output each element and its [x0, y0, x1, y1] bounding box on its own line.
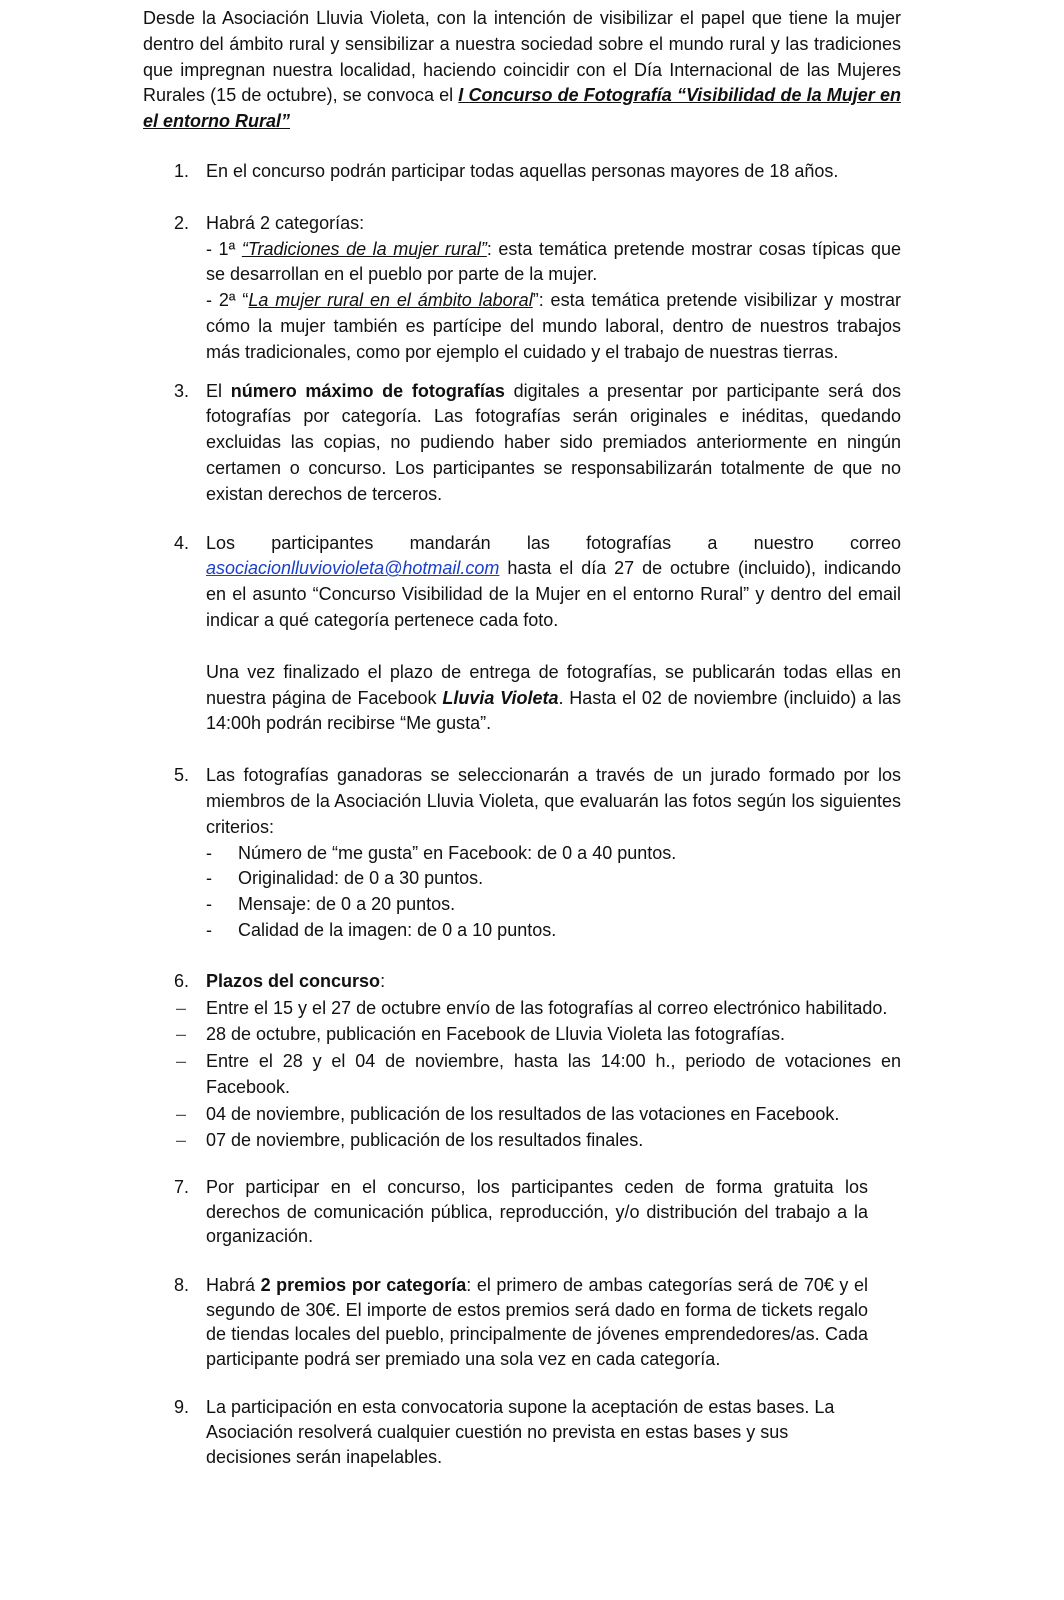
- rule-number: 2.: [174, 212, 190, 233]
- rule-number: 3.: [174, 380, 190, 401]
- rule-text: [206, 531, 901, 634]
- deadline-text: 07 de noviembre, publicación de los resultados finales.: [206, 1130, 644, 1151]
- category-2-text: ”: esta temática pretende visibilizar y mostrar cómo la mujer también es partícipe del mundo laboral, dentro de nuestros trabajos más tradicionales, como por ejemplo el cuidado y el trabajo de nuestras tierras.: [206, 290, 901, 362]
- deadline-item: [143, 1102, 901, 1128]
- rule-3: [143, 379, 901, 508]
- deadline-text: Entre el 15 y el 27 de octubre envío de las fotografías al correo electrónico habilitado.: [206, 997, 888, 1018]
- email-link[interactable]: asociacionlluviovioleta@hotmail.com: [206, 558, 500, 579]
- dash-bullet: –: [176, 997, 187, 1018]
- rule-text-pre: Los participantes mandarán las fotografías a nuestro correo: [206, 532, 901, 553]
- dash-bullet: -: [206, 868, 212, 889]
- rule-number: 7.: [174, 1177, 190, 1198]
- rules-list: [143, 159, 901, 1469]
- rule-text-rest: digitales a presentar por participante será dos fotografías por categoría. Las fotografías serán originales e inéditas, quedando excluidas las copias, no pudiendo haber sido premiados anteriormente en ningún certamen o concurso. Los participantes se responsabilizarán totalmente de que no existan derechos de terceros.: [206, 380, 901, 504]
- prizes-emphasis: 2 premios por categoría: [260, 1275, 467, 1296]
- rule-1: [143, 159, 901, 185]
- rule-number: 6.: [174, 970, 190, 991]
- rule-6: [143, 969, 901, 1155]
- rule-text-rest: hasta el día 27 de octubre (incluido), indicando en el asunto “Concurso Visibilidad de la Mujer en el entorno Rural” y dentro del email indicar a qué categoría pertenece cada foto.: [206, 558, 901, 630]
- rule-text: En el concurso podrán participar todas aquellas personas mayores de 18 años.: [206, 160, 839, 181]
- rule-4-paragraph-2: [206, 660, 901, 737]
- deadlines-heading-text: Plazos del concurso: [206, 970, 381, 991]
- category-2-title: La mujer rural en el ámbito laboral: [248, 290, 533, 311]
- criterion-text: Originalidad: de 0 a 30 puntos.: [238, 868, 484, 889]
- rule-text: Por participar en el concurso, los participantes ceden de forma gratuita los derechos de comunicación pública, reproducción, y/o distribución del trabajo a la organización.: [206, 1177, 868, 1247]
- criterion-text: Número de “me gusta” en Facebook: de 0 a 40 puntos.: [238, 842, 677, 863]
- category-1-text: : esta temática pretende mostrar cosas típicas que se desarrollan en el pueblo por parte de la mujer.: [206, 238, 901, 285]
- deadline-item: [143, 1128, 901, 1154]
- dash-bullet: -: [206, 842, 212, 863]
- deadlines-heading: [206, 969, 901, 995]
- intro-text: Desde la Asociación Lluvia Violeta, con la intención de visibilizar el papel que tiene la mujer dentro del ámbito rural y sensibilizar a nuestra sociedad sobre el mundo rural y las tradiciones que impregnan nuestra localidad, haciendo coincidir con el Día Internacional de las Mujeres Rurales (15 de octubre), se convoca el: [143, 8, 901, 106]
- criterion-text: Mensaje: de 0 a 20 puntos.: [238, 894, 456, 915]
- criterion-item: [206, 892, 901, 918]
- contest-title: I Concurso de Fotografía “Visibilidad de la Mujer en el entorno Rural”: [143, 85, 901, 132]
- rule-text: Las fotografías ganadoras se seleccionarán a través de un jurado formado por los miembros de la Asociación Lluvia Violeta, que evaluarán las fotos según los siguientes criterios:: [206, 765, 901, 837]
- document-page: [143, 6, 901, 1469]
- criterion-text: Calidad de la imagen: de 0 a 10 puntos.: [238, 919, 557, 940]
- rule-text-pre: Habrá: [206, 1275, 261, 1296]
- deadline-item: [143, 996, 901, 1022]
- intro-paragraph: [143, 6, 901, 135]
- rule-text-pre: El: [206, 380, 231, 401]
- rule-text: La participación en esta convocatoria supone la aceptación de estas bases. La Asociación resolverá cualquier cuestión no prevista en estas bases y sus decisiones serán inapelables.: [206, 1397, 835, 1467]
- rule-5: [143, 763, 901, 944]
- paragraph-2-rest: . Hasta el 02 de noviembre (incluido) a las 14:00h podrán recibirse “Me gusta”.: [206, 687, 901, 734]
- rule-text: [206, 379, 901, 508]
- rule-number: 9.: [174, 1397, 190, 1418]
- facebook-page-name: Lluvia Violeta: [442, 687, 559, 708]
- paragraph-2-pre: Una vez finalizado el plazo de entrega de fotografías, se publicarán todas ellas en nuestra página de Facebook: [206, 661, 901, 708]
- rule-number: 8.: [174, 1275, 190, 1296]
- criterion-item: [206, 918, 901, 944]
- category-1: [206, 237, 901, 289]
- rule-9: [143, 1395, 901, 1469]
- criterion-item: [206, 866, 901, 892]
- rule-number: 1.: [174, 160, 190, 181]
- rule-7: [143, 1175, 901, 1249]
- deadline-item: [143, 1022, 901, 1048]
- category-1-title: “Tradiciones de la mujer rural”: [241, 238, 487, 259]
- deadline-text: 28 de octubre, publicación en Facebook de Lluvia Violeta las fotografías.: [206, 1024, 786, 1045]
- rule-text-rest: : el primero de ambas categorías será de 70€ y el segundo de 30€. El importe de estos premios será dado en forma de tickets regalo de tiendas locales del pueblo, principalmente de jóvenes emprendedores/as. Cada participante podrá ser premiado una sola vez en cada categoría.: [206, 1275, 868, 1369]
- rule-text: [206, 1273, 868, 1371]
- dash-bullet: –: [176, 1024, 187, 1045]
- category-2-prefix: - 2ª “: [206, 290, 249, 311]
- deadline-item: [143, 1049, 901, 1101]
- dash-bullet: -: [206, 919, 212, 940]
- deadline-text: 04 de noviembre, publicación de los resultados de las votaciones en Facebook.: [206, 1103, 840, 1124]
- max-photos-emphasis: número máximo de fotografías: [230, 380, 505, 401]
- dash-bullet: –: [176, 1130, 187, 1151]
- deadlines-heading-colon: :: [380, 970, 386, 991]
- categories-heading: Habrá 2 categorías:: [206, 212, 365, 233]
- category-1-prefix: - 1ª: [206, 238, 242, 259]
- dash-bullet: –: [176, 1051, 187, 1072]
- dash-bullet: –: [176, 1103, 187, 1124]
- deadline-text: Entre el 28 y el 04 de noviembre, hasta las 14:00 h., periodo de votaciones en Facebook.: [206, 1051, 901, 1097]
- rule-8: [143, 1273, 901, 1371]
- criterion-item: [206, 841, 901, 867]
- dash-bullet: -: [206, 894, 212, 915]
- rule-number: 4.: [174, 532, 190, 553]
- rule-number: 5.: [174, 765, 190, 786]
- rule-2: [143, 211, 901, 366]
- rule-4: [143, 531, 901, 738]
- category-2: [206, 288, 901, 365]
